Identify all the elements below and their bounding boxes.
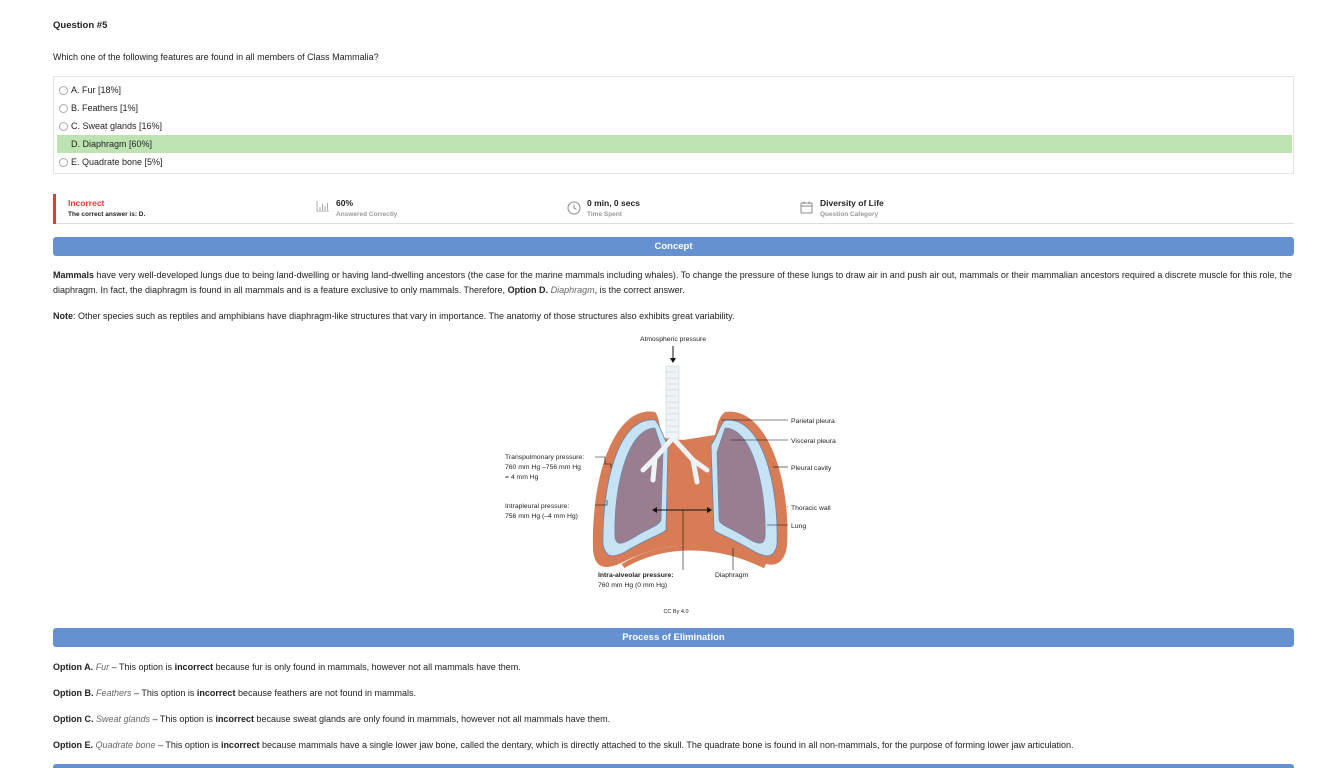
option-ref: Option C.: [53, 714, 94, 724]
calendar-icon: [800, 201, 813, 216]
thoracic-wall-label: Thoracic wall: [791, 505, 831, 512]
verdict: incorrect: [215, 714, 254, 724]
percent-label: Answered Correctly: [336, 211, 398, 218]
verdict: incorrect: [196, 688, 236, 698]
incorrect-indicator-bar: [53, 194, 56, 224]
option-label: E. Quadrate bone [5%]: [71, 157, 163, 167]
verdict: incorrect: [174, 662, 214, 672]
option-ref: Option E.: [53, 740, 93, 750]
option-name: Fur: [95, 662, 110, 672]
option-a[interactable]: [57, 81, 1292, 99]
verdict: incorrect: [220, 740, 260, 750]
question-text: Which one of the following features are found in all members of Class Mammalia?: [53, 52, 379, 62]
elimination-reason: because mammals have a single lower jaw bone, called the dentary, which is directly attached to the skull. The quadrate bone is found in all non-mammals, for the purpose of forming lower jaw articulation.: [259, 740, 1074, 750]
transpulmonary-line1: Transpulmonary pressure:: [505, 454, 585, 461]
visceral-pleura-label: Visceral pleura: [791, 438, 836, 445]
percent-value: 60%: [336, 198, 354, 208]
result-stats-bar: [53, 194, 1294, 224]
note-paragraph: [53, 309, 1294, 324]
transpulmonary-line3: = 4 mm Hg: [505, 474, 539, 481]
category-value: Diversity of Life: [820, 198, 884, 208]
option-name: Sweat glands: [96, 714, 151, 724]
option-e[interactable]: [57, 153, 1292, 171]
pleural-cavity-label: Pleural cavity: [791, 465, 832, 472]
correct-answer-text: The correct answer is: D.: [68, 211, 146, 218]
diaphragm-term: Diaphragm: [550, 284, 595, 295]
answer-options: [53, 76, 1294, 174]
question-title: Question #5: [53, 20, 108, 31]
diaphragm-label: Diaphragm: [715, 572, 749, 579]
elimination-item-c: [53, 712, 1294, 727]
concept-banner: Concept: [53, 237, 1294, 256]
radio-icon[interactable]: [59, 86, 68, 95]
bar-chart-icon: [316, 201, 330, 214]
option-name: Quadrate bone: [95, 740, 156, 750]
elimination-item-e: [53, 738, 1294, 753]
elimination-text: – This option is: [109, 662, 175, 672]
result-stat: [68, 198, 145, 218]
atmospheric-label: Atmospheric pressure: [639, 336, 707, 343]
option-d-dot: .: [545, 284, 551, 295]
option-b[interactable]: [57, 99, 1292, 117]
time-value: 0 min, 0 secs: [587, 198, 640, 208]
elimination-banner: Process of Elimination: [53, 628, 1294, 647]
radio-icon[interactable]: [59, 122, 68, 131]
elimination-item-b: [53, 686, 1294, 701]
time-label: Time Spent: [587, 211, 622, 218]
intrapleural-line2: 756 mm Hg (–4 mm Hg): [505, 513, 578, 520]
radio-icon[interactable]: [59, 158, 68, 167]
parietal-pleura-label: Parietal pleura: [791, 418, 835, 425]
option-c[interactable]: [57, 117, 1292, 135]
next-section-banner: [53, 764, 1294, 768]
option-ref: Option A.: [53, 662, 94, 672]
lung-diagram-svg: [503, 330, 903, 620]
elimination-item-a: [53, 660, 1294, 675]
option-label: A. Fur [18%]: [71, 85, 122, 95]
elimination-reason: because sweat glands are only found in mammals, however not all mammals have them.: [253, 714, 611, 724]
result-status: Incorrect: [68, 198, 105, 208]
note-label: Note: [53, 311, 73, 321]
mammals-term: Mammals: [53, 270, 95, 280]
lung-label: Lung: [791, 523, 807, 530]
intraalveolar-line2: 760 mm Hg (0 mm Hg): [598, 582, 668, 589]
option-ref: Option B.: [53, 688, 94, 698]
category-label: Question Category: [820, 211, 879, 218]
option-d-ref: Option D: [507, 284, 546, 295]
option-label: B. Feathers [1%]: [71, 103, 139, 113]
elimination-reason: because fur is only found in mammals, however not all mammals have them.: [213, 662, 521, 672]
elimination-text: – This option is: [131, 688, 197, 698]
concept-text: have very well-developed lungs due to being land-dwelling or having land-dwelling ancestors (the case for the marine mammals including whales). To change the pressure of these lungs to draw air in and push air out, mammals or their mammalian ancestors required a discrete muscle for this role, the diaphragm. In fact, the diaphragm is found in all mammals and is a feature exclusive to only mammals. Therefore,: [53, 270, 1292, 295]
radio-icon[interactable]: [59, 104, 68, 113]
intraalveolar-line1: Intra-alveolar pressure:: [598, 572, 674, 579]
clock-icon: [567, 201, 581, 217]
note-text: : Other species such as reptiles and amphibians have diaphragm-like structures that vary in importance. The anatomy of those structures also exhibits great variability.: [73, 311, 735, 321]
transpulmonary-line2: 760 mm Hg –756 mm Hg: [505, 464, 581, 471]
elimination-reason: because feathers are not found in mammals.: [235, 688, 417, 698]
elimination-text: – This option is: [155, 740, 221, 750]
option-d-correct[interactable]: [57, 135, 1292, 153]
concept-text-end: , is the correct answer.: [594, 284, 685, 295]
option-label: C. Sweat glands [16%]: [71, 121, 163, 131]
intrapleural-line1: Intrapleural pressure:: [505, 503, 570, 510]
concept-paragraph: [53, 268, 1294, 297]
time-stat: [587, 198, 640, 218]
category-stat: [820, 198, 884, 218]
lung-pressure-diagram: [503, 330, 903, 620]
option-name: Feathers: [96, 688, 132, 698]
image-credit: CC By 4.0: [663, 609, 689, 615]
percent-stat: [336, 198, 397, 218]
elimination-text: – This option is: [150, 714, 216, 724]
option-label: D. Diaphragm [60%]: [71, 139, 153, 149]
